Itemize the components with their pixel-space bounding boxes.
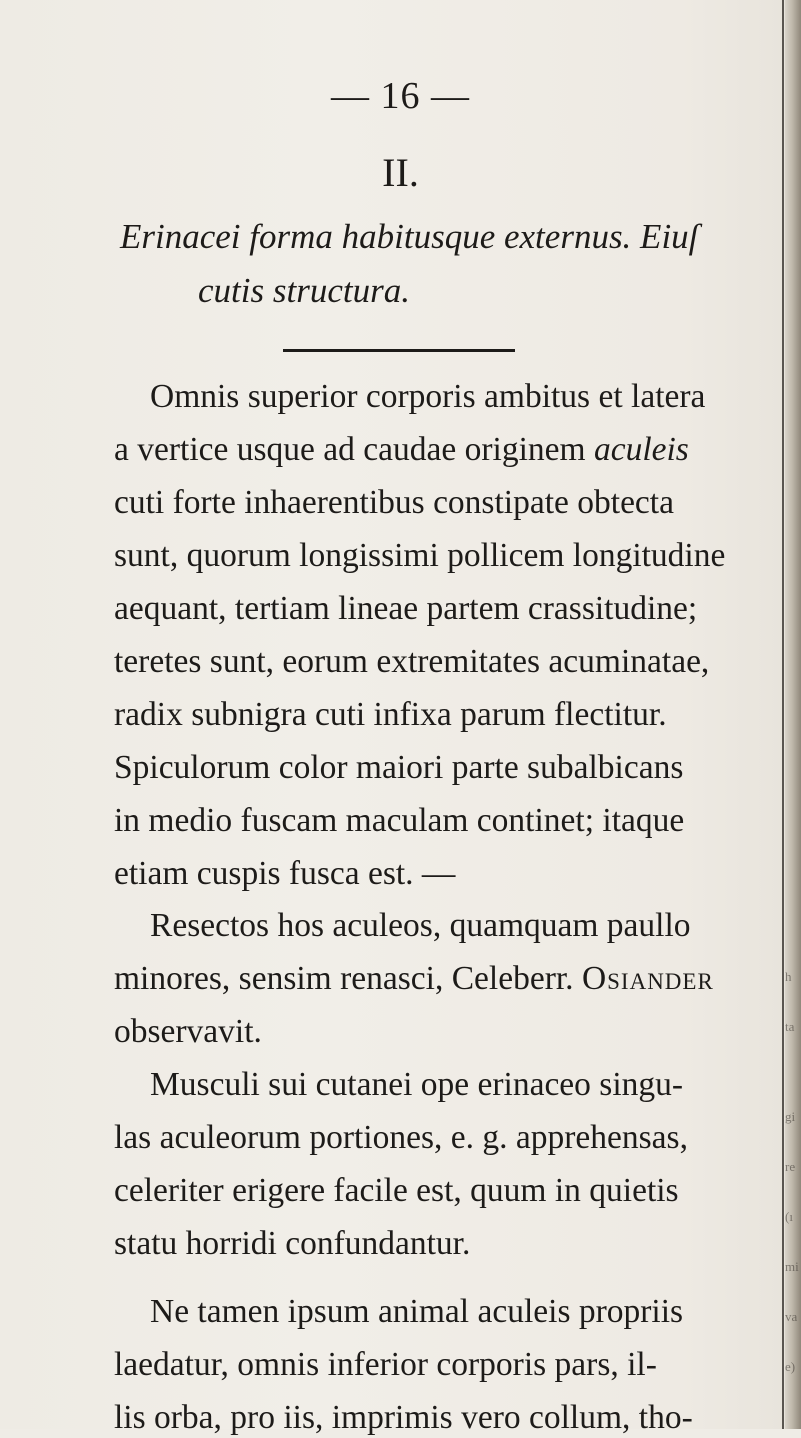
- section-number: II.: [382, 150, 419, 195]
- margin-bleed-text: va: [785, 1310, 798, 1324]
- paragraph2-line: observavit.: [114, 1013, 262, 1050]
- paragraph1-line: Omnis superior corporis ambitus et latera: [150, 378, 706, 415]
- margin-bleed-text: re: [785, 1160, 796, 1174]
- paragraph1-line: in medio fuscam maculam continet; itaque: [114, 802, 685, 839]
- paragraph2-line: Resectos hos aculeos, quamquam paullo: [150, 907, 691, 944]
- section-heading-line-1: Erinacei forma habitusque externus. Eiuſ: [120, 217, 699, 256]
- paragraph1-line: a vertice usque ad caudae originem aculeis: [114, 431, 689, 468]
- paragraph4-line: lis orba, pro iis, imprimis vero collum, tho-: [114, 1399, 693, 1436]
- paragraph1-line: teretes sunt, eorum extremitates acuminatae,: [114, 643, 710, 680]
- paragraph1-line: cuti forte inhaerentibus constipate obtecta: [114, 484, 674, 521]
- margin-bleed-text: e): [785, 1360, 796, 1374]
- section-heading-line-2: cutis structura.: [198, 271, 410, 310]
- italic-term: aculeis: [593, 431, 689, 468]
- paragraph3-line: Musculi sui cutanei ope erinaceo singu-: [150, 1066, 684, 1103]
- paragraph4-line: Ne tamen ipsum animal aculeis propriis: [150, 1293, 684, 1330]
- paragraph1-line: aequant, tertiam lineae partem crassitudine;: [114, 590, 698, 627]
- paragraph4-line: laedatur, omnis inferior corporis pars, il-: [114, 1346, 657, 1383]
- page-number: — 16 —: [331, 75, 470, 117]
- paragraph3-line: statu horridi confundantur.: [114, 1225, 471, 1262]
- margin-bleed-text: gi: [785, 1110, 796, 1124]
- paragraph3-line: celeriter erigere facile est, quum in quietis: [114, 1172, 679, 1209]
- paragraph2-line: minores, sensim renasci, Celeberr. Osiander: [114, 960, 714, 997]
- margin-bleed-text: (ı: [785, 1210, 793, 1224]
- paragraph1-line: etiam cuspis fusca est. —: [114, 855, 456, 892]
- paragraph1-line: radix subnigra cuti infixa parum flectitur.: [114, 696, 667, 733]
- paragraph1-line: Spiculorum color maiori parte subalbicans: [114, 749, 684, 786]
- margin-bleed-text: h: [785, 970, 792, 984]
- margin-bleed-text: mi: [785, 1260, 799, 1274]
- heading-divider: [283, 349, 515, 352]
- paragraph1-line: sunt, quorum longissimi pollicem longitudine: [114, 537, 726, 574]
- author-name: Osiander: [581, 960, 714, 997]
- paragraph3-line: las aculeorum portiones, e. g. apprehensas,: [114, 1119, 688, 1156]
- binding-edge: [782, 0, 784, 1429]
- margin-bleed-text: ta: [785, 1020, 795, 1034]
